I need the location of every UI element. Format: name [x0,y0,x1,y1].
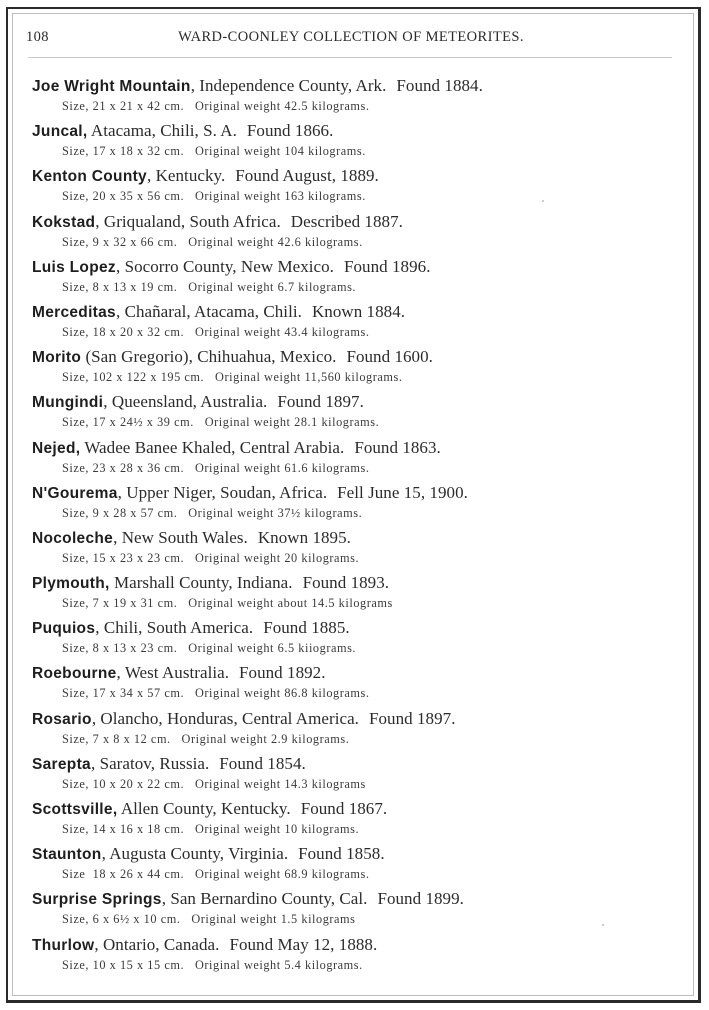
size-weight-detail: Size, 15 x 23 x 23 cm. Original weight 20 kilograms. [62,550,360,565]
meteorite-name: Luis Lopez [32,258,116,276]
separator: , [91,708,101,728]
meteorite-name: Morito [32,349,82,367]
size-weight-detail: Size, 10 x 15 x 15 cm. Original weight 5.4 kilograms. [62,957,363,972]
separator: , [146,166,156,186]
meteorite-name: Rosario [32,710,92,728]
separator: , [90,753,100,773]
meteorite-name: Roebourne [32,665,117,683]
size-weight-detail: Size, 6 x 6½ x 10 cm. Original weight 1.5 kilograms [62,912,356,927]
entry-heading [32,392,672,413]
meteorite-entry [32,212,672,257]
meteorite-entry [32,844,672,889]
find-date: Found 1884. [396,76,483,95]
separator: , [103,392,112,412]
locality: West Australia. [124,663,230,683]
entry-heading [32,438,672,459]
size-weight-detail: Size, 9 x 32 x 66 cm. Original weight 42.6 kilograms. [62,234,363,249]
entry-heading [32,618,672,639]
find-date: Found 1897. [368,708,456,728]
meteorite-name: Kokstad [32,213,96,231]
entry-heading [32,573,672,594]
find-date: Found 1899. [377,889,464,909]
meteorite-name: Merceditas [32,303,116,321]
size-weight-detail: Size 18 x 26 x 44 cm. Original weight 68.9 kilograms. [62,867,370,882]
size-weight-detail: Size, 7 x 8 x 12 cm. Original weight 2.9 kilograms. [62,731,350,746]
separator: , [161,889,171,909]
find-date: Known 1884. [311,301,406,321]
locality: Allen County, Kentucky. [120,799,291,818]
meteorite-entry [32,438,672,483]
find-date: Found 1892. [239,663,326,683]
meteorite-entry [32,166,672,211]
meteorite-entry [32,889,672,934]
meteorite-name: Plymouth, [32,575,110,593]
locality: New South Wales. [121,527,248,547]
size-weight-detail: Size, 20 x 35 x 56 cm. Original weight 163 kilograms. [62,189,366,204]
entry-heading [32,212,672,233]
separator: , [94,934,103,954]
locality: Augusta County, Virginia. [109,844,289,864]
meteorite-entry [32,754,672,799]
separator: , [116,663,125,683]
locality: Ontario, Canada. [102,934,220,954]
meteorite-name: Kenton County [32,168,147,186]
find-date: Known 1895. [257,527,351,547]
size-weight-detail: Size, 10 x 20 x 22 cm. Original weight 14.3 kilograms [62,776,366,791]
separator: , [101,844,110,864]
find-date: Fell June 15, 1900. [337,482,468,502]
meteorite-name: Puquios [32,620,96,638]
size-weight-detail: Size, 8 x 13 x 19 cm. Original weight 6.7 kilograms. [62,279,357,294]
meteorite-name: Juncal, [32,123,88,141]
page-number: 108 [26,29,49,45]
entry-heading [32,709,672,730]
meteorite-entry [32,618,672,663]
entry-heading [32,889,672,910]
find-date: Found 1858. [298,844,385,864]
size-weight-detail: Size, 23 x 28 x 36 cm. Original weight 61.6 kilograms. [62,460,370,475]
find-date: Found 1854. [219,753,306,773]
locality: Upper Niger, Soudan, Africa. [126,482,328,502]
find-date: Found 1600. [346,347,433,367]
meteorite-name: Surprise Springs [32,891,162,909]
entry-heading [32,76,672,97]
meteorite-entry [32,392,672,437]
entry-heading [32,799,672,820]
find-date: Found 1896. [343,256,431,276]
meteorite-entry [32,76,672,121]
meteorite-entry [32,483,672,528]
find-date: Found May 12, 1888. [229,934,378,954]
locality: Wadee Banee Khaled, Central Arabia. [84,437,345,457]
size-weight-detail: Size, 18 x 20 x 32 cm. Original weight 43.4 kilograms. [62,324,370,339]
meteorite-entry [32,528,672,573]
entry-heading [32,844,672,865]
entry-heading [32,257,672,278]
entry-heading [32,302,672,323]
locality: Queensland, Australia. [111,392,268,412]
meteorite-name: Sarepta [32,755,91,773]
size-weight-detail: Size, 9 x 28 x 57 cm. Original weight 37½ kilograms. [62,505,363,520]
meteorite-entry [32,799,672,844]
locality: Chañaral, Atacama, Chili. [124,301,302,321]
locality: Olancho, Honduras, Central America. [100,708,359,728]
size-weight-detail: Size, 17 x 18 x 32 cm. Original weight 104 kilograms. [62,144,366,159]
meteorite-entry [32,573,672,618]
locality: (San Gregorio), Chihuahua, Mexico. [85,347,337,367]
size-weight-detail: Size, 7 x 19 x 31 cm. Original weight about 14.5 kilograms [62,596,393,611]
locality: Atacama, Chili, S. A. [90,121,237,141]
meteorite-name: Thurlow [32,936,95,954]
entry-heading [32,347,672,368]
separator: , [115,256,125,276]
locality: Socorro County, New Mexico. [124,256,334,276]
size-weight-detail: Size, 102 x 122 x 195 cm. Original weight 11,560 kilograms. [62,370,403,385]
size-weight-detail: Size, 8 x 13 x 23 cm. Original weight 6.5 kiiograms. [62,641,357,656]
separator: , [95,211,104,231]
size-weight-detail: Size, 17 x 34 x 57 cm. Original weight 86.8 kilograms. [62,686,370,701]
find-date: Found August, 1889. [235,166,379,186]
entry-heading [32,483,672,504]
entry-heading [32,166,672,187]
meteorite-list [32,76,672,980]
meteorite-entry [32,347,672,392]
find-date: Found 1867. [300,799,388,818]
meteorite-entry [32,121,672,166]
entry-heading [32,121,672,142]
running-head [26,29,666,49]
header-rule [28,57,672,58]
meteorite-name: Nocoleche [32,529,114,547]
print-speck [602,924,604,926]
size-weight-detail: Size, 14 x 16 x 18 cm. Original weight 10 kilograms. [62,822,360,836]
meteorite-name: Mungindi [32,394,104,412]
separator: , [113,527,122,547]
meteorite-name: Joe Wright Mountain [32,78,191,95]
meteorite-entry [32,663,672,708]
find-date: Found 1897. [277,392,364,412]
locality: Saratov, Russia. [99,753,210,773]
locality: Independence County, Ark. [199,76,387,95]
entry-heading [32,754,672,775]
size-weight-detail: Size, 21 x 21 x 42 cm. Original weight 42.5 kilograms. [62,99,370,113]
find-date: Found 1866. [246,121,334,141]
running-title: WARD-COONLEY COLLECTION OF METEORITES. [178,29,524,45]
meteorite-entry [32,302,672,347]
entry-heading [32,663,672,684]
locality: Marshall County, Indiana. [113,573,293,593]
separator: , [115,301,125,321]
meteorite-name: Nejed, [32,439,81,457]
print-speck [542,200,544,202]
separator: , [95,618,104,638]
entry-heading [32,935,672,956]
find-date: Found 1893. [302,573,390,593]
meteorite-name: Staunton [32,846,102,864]
meteorite-name: N'Gourema [32,484,118,502]
locality: San Bernardino County, Cal. [170,889,368,909]
find-date: Found 1885. [263,618,350,638]
separator: , [190,76,200,95]
meteorite-entry [32,709,672,754]
locality: Griqualand, South Africa. [103,211,281,231]
locality: Chili, South America. [103,618,254,638]
size-weight-detail: Size, 17 x 24½ x 39 cm. Original weight 28.1 kilograms. [62,415,380,430]
meteorite-entry [32,257,672,302]
meteorite-entry [32,935,672,980]
meteorite-name: Scottsville, [32,801,118,818]
entry-heading [32,528,672,549]
separator: , [117,482,127,502]
find-date: Found 1863. [354,437,441,457]
locality: Kentucky. [155,166,226,186]
find-date: Described 1887. [290,211,403,231]
